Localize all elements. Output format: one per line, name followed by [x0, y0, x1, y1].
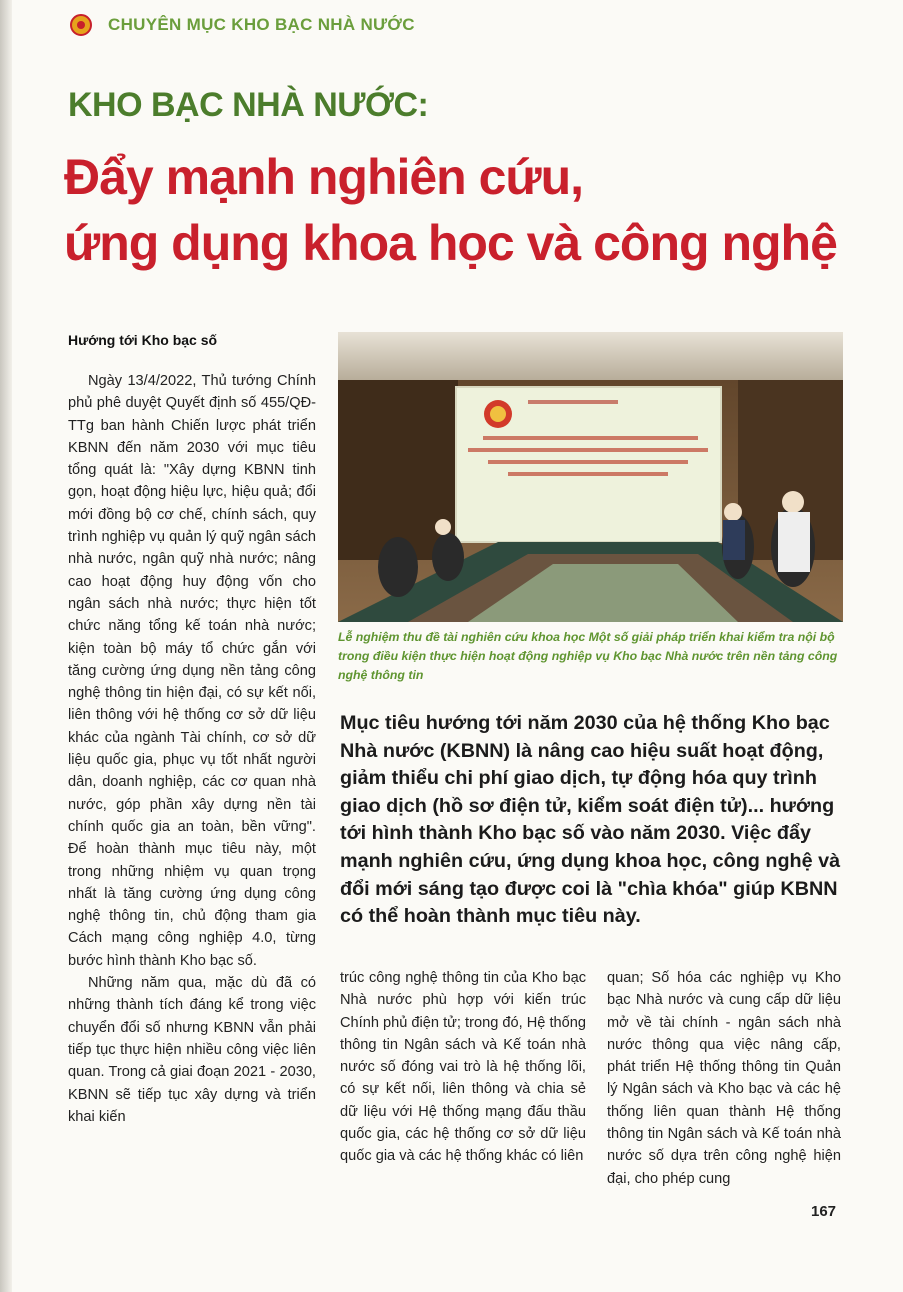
meeting-photo-illustration — [338, 332, 843, 622]
treasury-emblem-icon — [70, 14, 92, 36]
article-kicker: KHO BẠC NHÀ NƯỚC: — [68, 86, 429, 124]
body-paragraph: trúc công nghệ thông tin của Kho bạc Nhà nước phù hợp với kiến trúc Chính phủ điện tử; trong đó, Hệ thống thông tin Ngân sách và Kế toán nhà nước số đóng vai trò là hệ thống lõi, có sự kết nối, liên thông và chia sẻ dữ liệu với Hệ thống mạng đấu thầu quốc gia, các hệ thống cơ sở dữ liệu quốc gia và các hệ thống khác có liên — [340, 970, 586, 1165]
body-column-3 — [607, 967, 841, 1190]
article-headline — [64, 144, 837, 276]
article-subhead: Hướng tới Kho bạc số — [68, 332, 218, 348]
headline-line-2: ứng dụng khoa học và công nghệ — [64, 215, 837, 271]
body-paragraph: quan; Số hóa các nghiệp vụ Kho bạc Nhà nước và cung cấp dữ liệu mở về tài chính - ngân sách nhà nước thông qua việc nâng cấp, phát triển Hệ thống thông tin Quản lý Ngân sách và Kho bạc và các hệ thống liên quan thành Hệ thống thông tin Ngân sách và Kế toán nhà nước số dựa trên công nghệ hiện đại, cho phép cung — [607, 970, 841, 1187]
meeting-photo — [338, 332, 843, 622]
section-label: CHUYÊN MỤC KHO BẠC NHÀ NƯỚC — [108, 15, 415, 34]
body-paragraph: Những năm qua, mặc dù đã có những thành tích đáng kể trong việc chuyển đổi số nhưng KBNN vẫn phải tiếp tục thực hiện nhiều công việc liên quan. Trong cả giai đoạn 2021 - 2030, KBNN sẽ tiếp tục xây dựng và triển khai kiến — [68, 975, 316, 1125]
body-column-1 — [68, 370, 316, 1128]
page-number: 167 — [811, 1203, 837, 1220]
headline-line-1: Đẩy mạnh nghiên cứu, — [64, 149, 584, 205]
article-lead: Mục tiêu hướng tới năm 2030 của hệ thống Kho bạc Nhà nước (KBNN) là nâng cao hiệu suất hoạt động, giảm thiểu chi phí giao dịch, tự động hóa quy trình giao dịch (hồ sơ điện tử, kiểm soát điện tử)... hướng tới hình thành Kho bạc số vào năm 2030. Việc đẩy mạnh nghiên cứu, ứng dụng khoa học, công nghệ và đổi mới sáng tạo được coi là "chìa khóa" giúp KBNN có thể hoàn thành mục tiêu này. — [340, 712, 841, 928]
page-fold-shadow — [0, 0, 12, 1292]
section-header — [70, 10, 415, 40]
body-paragraph: Ngày 13/4/2022, Thủ tướng Chính phủ phê duyệt Quyết định số 455/QĐ-TTg ban hành Chiến lược phát triển KBNN đến năm 2030 với mục tiêu tổng quát là: "Xây dựng KBNN tinh gọn, hoạt động hiệu lực, hiệu quả; đổi mới đồng bộ cơ chế, chính sách, quy trình nghiệp vụ quản lý quỹ ngân sách nhà nước, ngân quỹ nhà nước; nâng cao hoạt động huy động vốn cho ngân sách nhà nước; thực hiện tốt chức năng tổng kế toán nhà nước; kiện toàn bộ máy tổ chức gắn với tăng cường ứng dụng nền tảng công nghệ thông tin hiện đại, có sự kết nối, liên thông với hệ thống cơ sở dữ liệu khác của ngành Tài chính, cơ sở dữ liệu quốc gia, phục vụ tốt nhất người dân, doanh nghiệp, các cơ quan nhà nước, góp phần xây dựng nền tài chính quốc gia an toàn, bền vững". Để hoàn thành mục tiêu này, một trong những nhiệm vụ quan trọng nhất là tăng cường ứng dụng công nghệ thông tin, chủ động tham gia Cách mạng công nghiệp 4.0, từng bước hình thành Kho bạc số. — [68, 373, 316, 969]
photo-caption: Lễ nghiệm thu đề tài nghiên cứu khoa học Một số giải pháp triển khai kiểm tra nội bộ trong điều kiện thực hiện hoạt động nghiệp vụ Kho bạc Nhà nước trên nền tảng công nghệ thông tin — [338, 630, 838, 682]
body-column-2 — [340, 967, 586, 1168]
